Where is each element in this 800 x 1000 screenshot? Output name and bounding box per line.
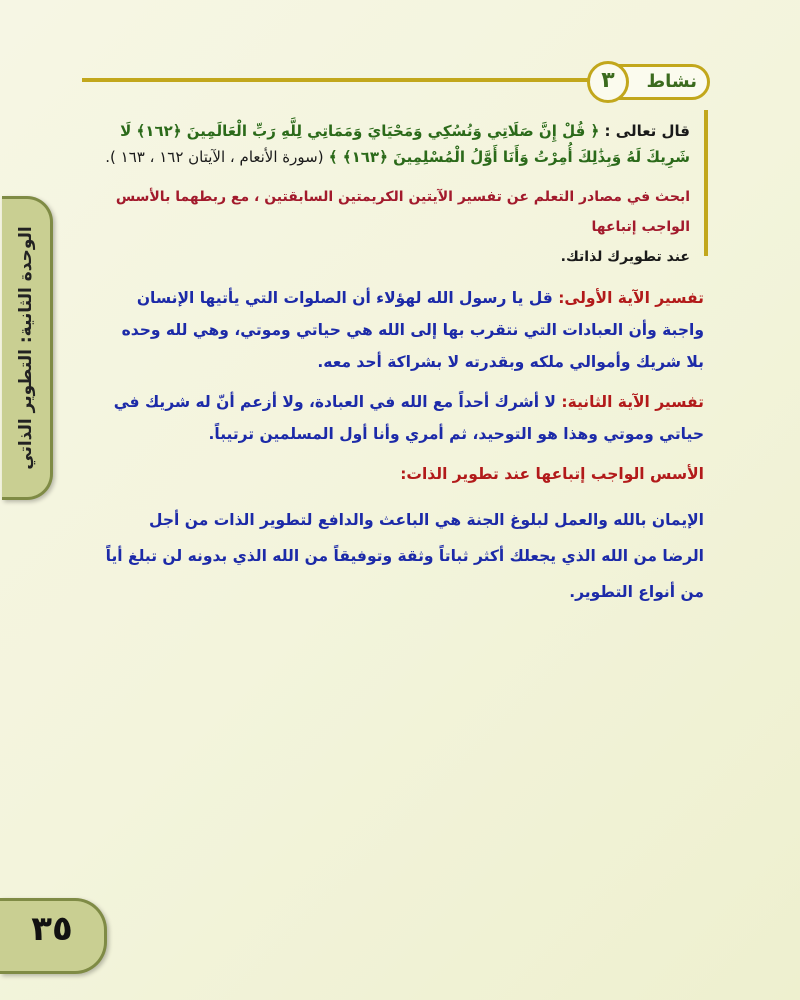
verse-intro: قال تعالى :: [604, 122, 690, 140]
basics-text: الإيمان بالله والعمل لبلوغ الجنة هي الباعث والدافع لتطوير الذات من أجل الرضا من الله الذي يجعلك أكثر ثباتاً وثقة وتوفيقاً من الله الذي بدونه لن تبلغ أياً من أنواع التطوير.: [105, 511, 704, 601]
first-verse-text: قل يا رسول الله لهؤلاء أن الصلوات التي يأتيها الإنسان واجبة وأن العبادات التي نتقرب بها إلى الله هي حياتي وموتي، وهي لله وحده بلا شريك وأموالي ملكه وبقدرته لا بشراكة أحد معه.: [121, 289, 704, 371]
answer-content: [104, 282, 704, 618]
activity-box: [82, 68, 710, 265]
second-verse-label: تفسير الآية الثانية:: [561, 393, 704, 411]
second-verse-text: لا أشرك أحداً مع الله في العبادة، ولا أزعم أنّ له شريك في حياتي وموتي وهذا هو التوحيد، ثم أمري وأنا أول المسلمين ترتيباً.: [113, 393, 704, 443]
activity-number: ٣: [587, 61, 629, 103]
activity-label: نشاط: [646, 71, 697, 92]
activity-badge: [598, 64, 710, 100]
activity-top-border: [82, 78, 630, 82]
unit-title: الوحدة الثانية: التطوير الذاتي: [16, 226, 36, 470]
verse-text: ﴿ قُلْ إِنَّ صَلَاتِي وَنُسُكِي وَمَحْيَايَ وَمَمَاتِي لِلَّهِ رَبِّ الْعَالَمِينَ ﴿١٦٢﴾ لَا شَرِيكَ لَهُ وَبِذَٰلِكَ أُمِرْتُ وَأَنَا أَوَّلُ الْمُسْلِمِينَ ﴿١٦٣﴾ ﴾: [120, 122, 690, 166]
basics-heading: الأسس الواجب إتباعها عند تطوير الذات:: [400, 465, 704, 483]
quran-verse: [90, 118, 690, 170]
first-verse-explanation: [104, 282, 704, 378]
activity-task: [92, 182, 690, 272]
task-line-1: ابحث في مصادر التعلم عن تفسير الآيتين الكريمتين السابقتين ، مع ربطهما بالأسس الواجب إتباعها: [115, 189, 690, 235]
page-number: ٣٥: [31, 909, 73, 949]
second-verse-explanation: [104, 386, 704, 450]
task-line-2: عند تطويرك لذاتك.: [560, 249, 690, 265]
unit-side-tab: [2, 196, 53, 500]
activity-right-border: [704, 110, 708, 256]
page-number-tab: [0, 898, 107, 974]
verse-reference: (سورة الأنعام ، الآيتان ١٦٢ ، ١٦٣ ).: [105, 148, 324, 166]
first-verse-label: تفسير الآية الأولى:: [558, 289, 704, 307]
